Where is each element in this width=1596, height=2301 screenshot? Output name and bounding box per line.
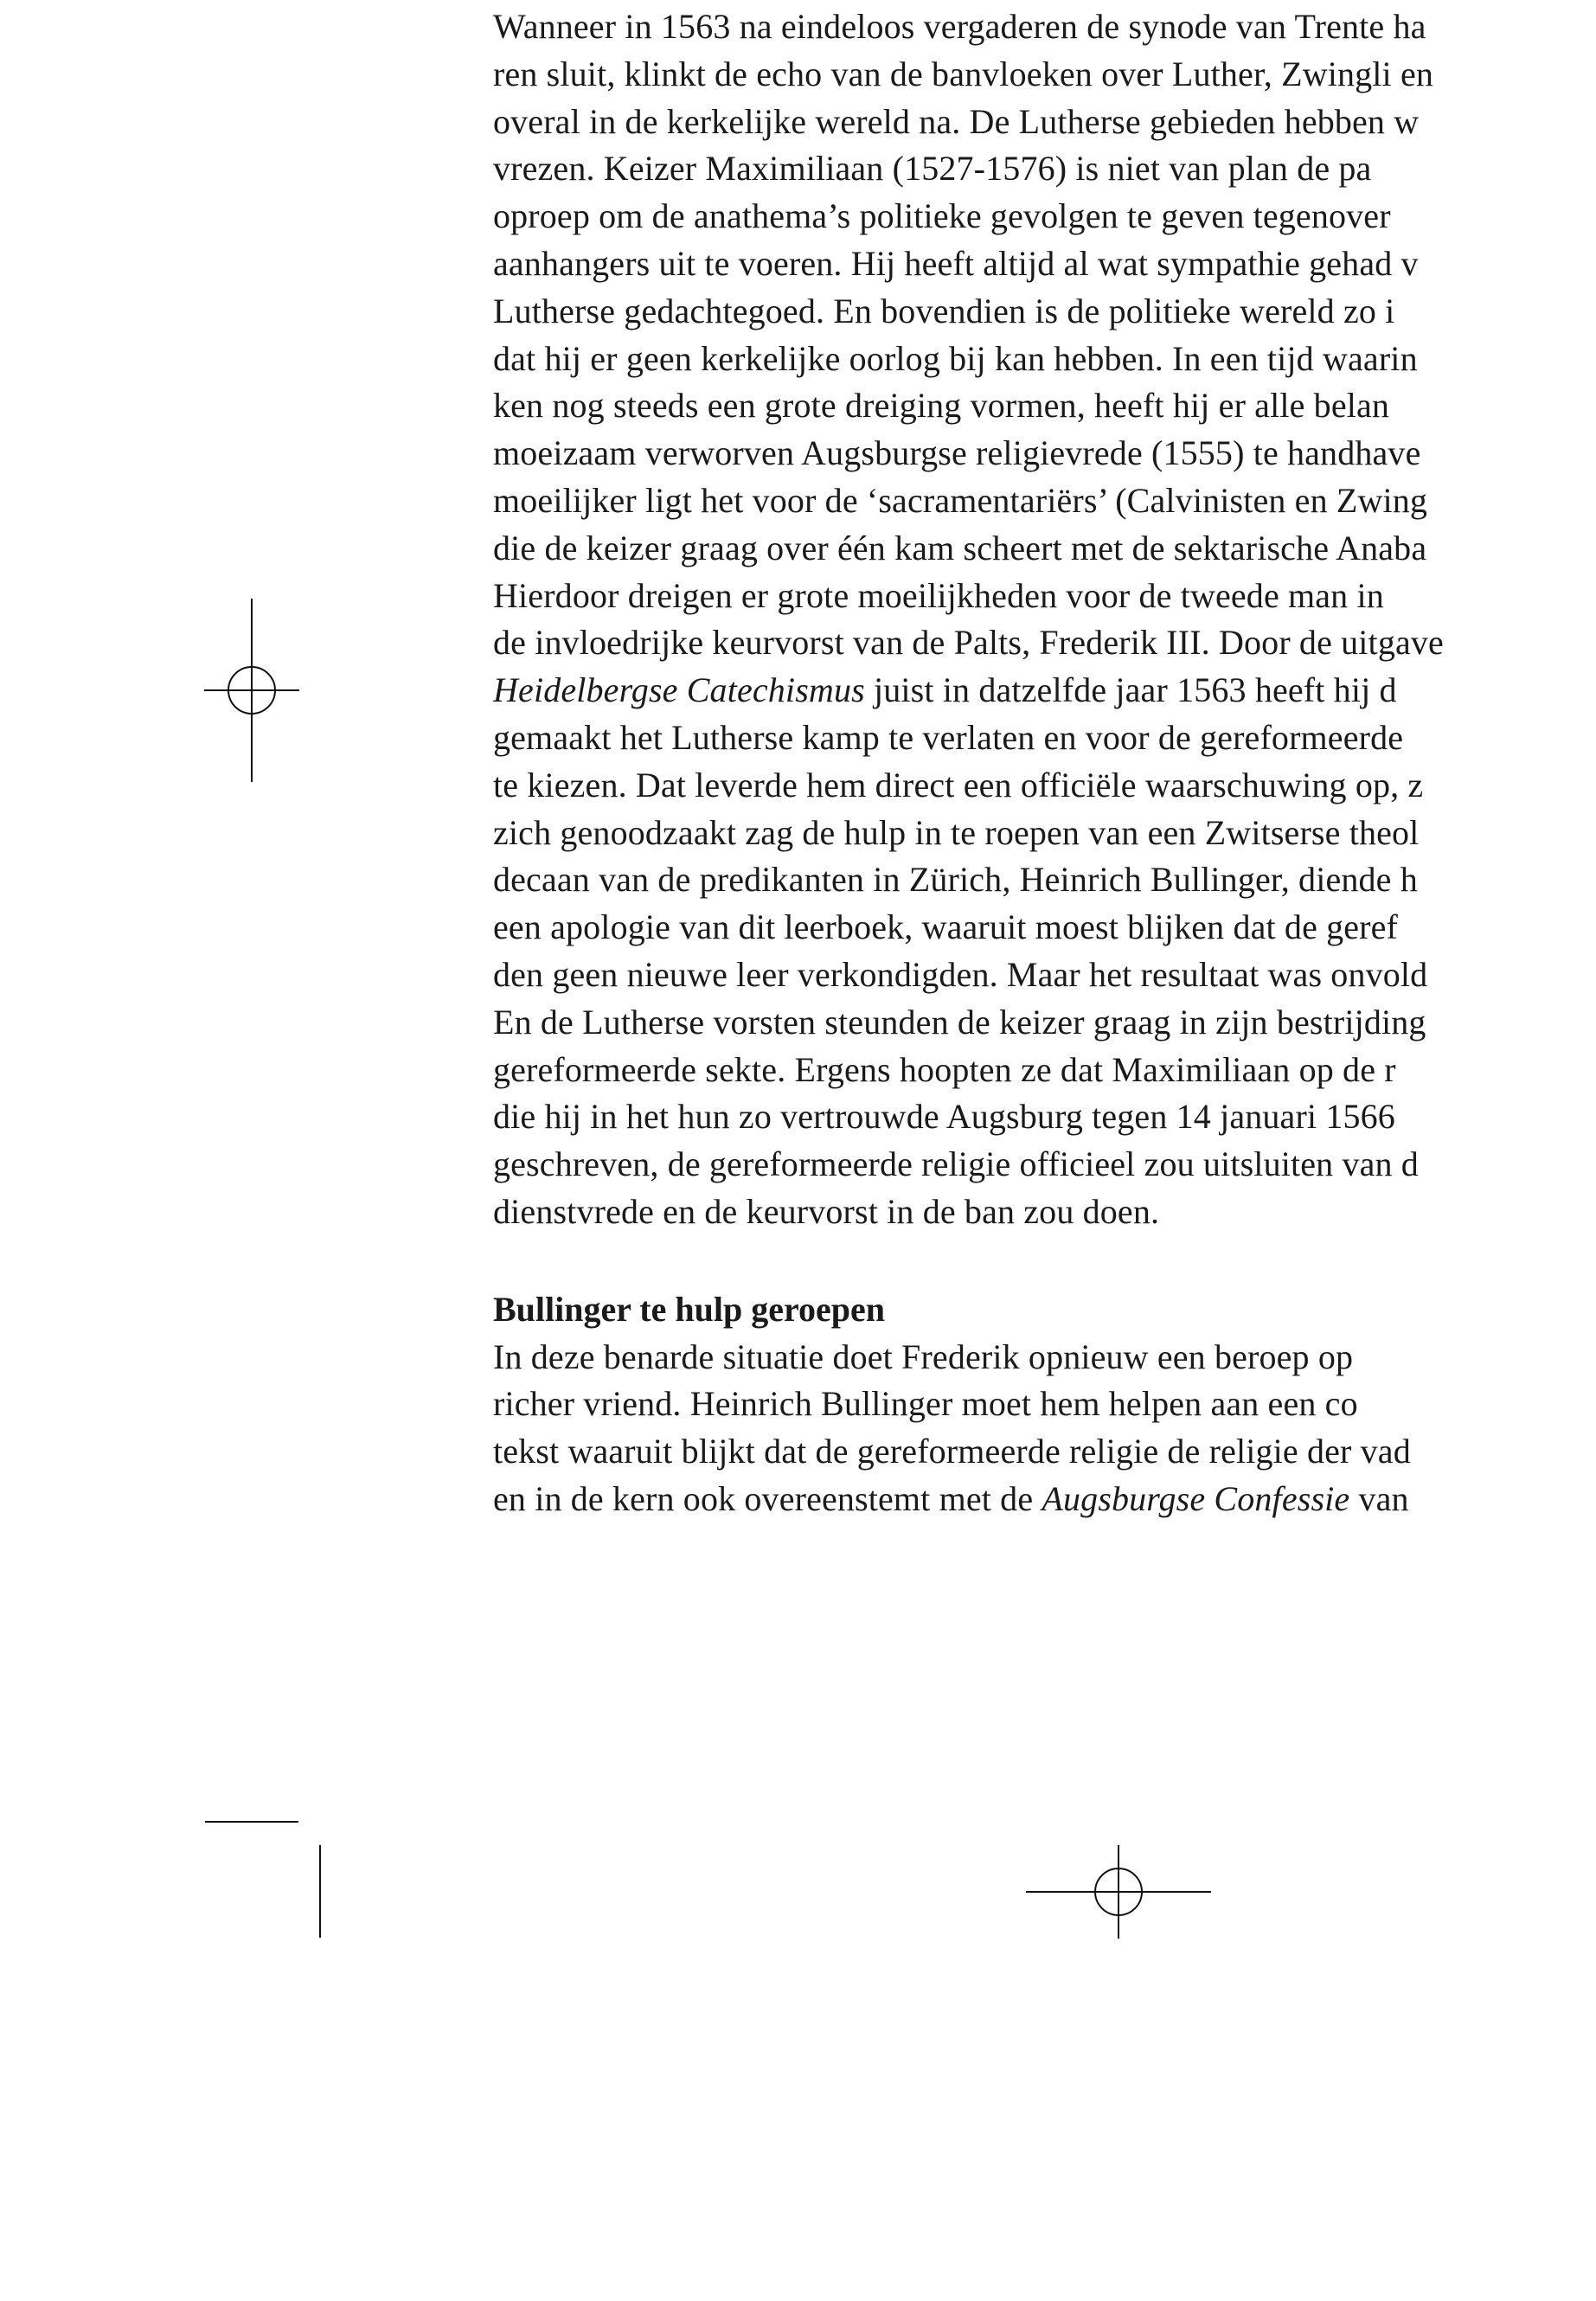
text-line: geschreven, de gereformeerde religie officieel zou uitsluiten van d (493, 1144, 1419, 1184)
text-line: In deze benarde situatie doet Frederik opnieuw een beroep op (493, 1336, 1354, 1376)
registration-mark-icon (204, 599, 299, 782)
text-line (493, 667, 1596, 715)
text-line: overal in de kerkelijke wereld na. De Lutherse gebieden hebben w (493, 101, 1420, 141)
text-line: moeizaam verworven Augsburgse religievrede (1555) te handhave (493, 433, 1421, 473)
text-line: de invloedrijke keurvorst van de Palts, Frederik III. Door de uitgave (493, 623, 1444, 663)
text-line: moeilijker ligt het voor de ‘sacramentariërs’ (Calvinisten en Zwing (493, 480, 1428, 520)
body-text (493, 3, 1596, 1523)
text-line: Hierdoor dreigen er grote moeilijkheden voor de tweede man in (493, 575, 1384, 615)
text-line: oproep om de anathema’s politieke gevolgen te geven tegenover (493, 196, 1391, 236)
book-title-italic: Heidelbergse Catechismus (493, 670, 865, 710)
text-line: Wanneer in 1563 na eindeloos vergaderen de synode van Trente ha (493, 7, 1426, 46)
crop-mark-vertical-icon (318, 1845, 322, 1938)
text-line: gemaakt het Lutherse kamp te verlaten en voor de gereformeerde (493, 717, 1404, 757)
section-spacer (493, 1236, 1596, 1286)
text-line: dat hij er geen kerkelijke oorlog bij kan hebben. In een tijd waarin (493, 338, 1418, 378)
book-title-italic: Augsburgse Confessie (1042, 1478, 1350, 1518)
text-line-post: van (1349, 1478, 1409, 1518)
text-line: richer vriend. Heinrich Bullinger moet hem helpen aan een co (493, 1384, 1358, 1424)
text-line: ken nog steeds een grote dreiging vormen, heeft hij er alle belan (493, 386, 1390, 426)
text-line: een apologie van dit leerboek, waaruit moest blijken dat de geref (493, 907, 1399, 947)
text-line: zich genoodzaakt zag de hulp in te roepen van een Zwitserse theol (493, 812, 1420, 852)
text-line (493, 1476, 1596, 1523)
text-line: tekst waaruit blijkt dat de gereformeerde religie de religie der vad (493, 1432, 1411, 1471)
text-line: En de Lutherse vorsten steunden de keizer graag in zijn bestrijding (493, 1002, 1426, 1042)
registration-mark-icon (1026, 1845, 1211, 1939)
paragraph-1 (493, 3, 1596, 1236)
section-heading: Bullinger te hulp geroepen (493, 1289, 886, 1329)
text-line: die hij in het hun zo vertrouwde Augsburg tegen 14 januari 1566 (493, 1097, 1395, 1137)
text-line: dienstvrede en de keurvorst in de ban zou doen. (493, 1191, 1160, 1231)
text-line: aanhangers uit te voeren. Hij heeft altijd al wat sympathie gehad v (493, 243, 1419, 283)
text-line: den geen nieuwe leer verkondigden. Maar het resultaat was onvold (493, 954, 1428, 994)
text-line: Lutherse gedachtegoed. En bovendien is de politieke wereld zo i (493, 291, 1395, 330)
text-line: die de keizer graag over één kam scheert met de sektarische Anaba (493, 528, 1427, 567)
text-line-rest: juist in datzelfde jaar 1563 heeft hij d (864, 670, 1397, 710)
text-line-pre: en in de kern ook overeenstemt met de (493, 1478, 1042, 1518)
text-line: gereformeerde sekte. Ergens hoopten ze dat Maximiliaan op de r (493, 1049, 1396, 1089)
text-line: decaan van de predikanten in Zürich, Heinrich Bullinger, diende h (493, 860, 1418, 900)
text-line: ren sluit, klinkt de echo van de banvloeken over Luther, Zwingli en (493, 54, 1434, 93)
text-line: te kiezen. Dat leverde hem direct een officiële waarschuwing op, z (493, 765, 1424, 804)
crop-mark-horizontal-icon (205, 1820, 298, 1823)
text-line: vrezen. Keizer Maximiliaan (1527-1576) is niet van plan de pa (493, 149, 1372, 189)
paragraph-2 (493, 1334, 1596, 1523)
